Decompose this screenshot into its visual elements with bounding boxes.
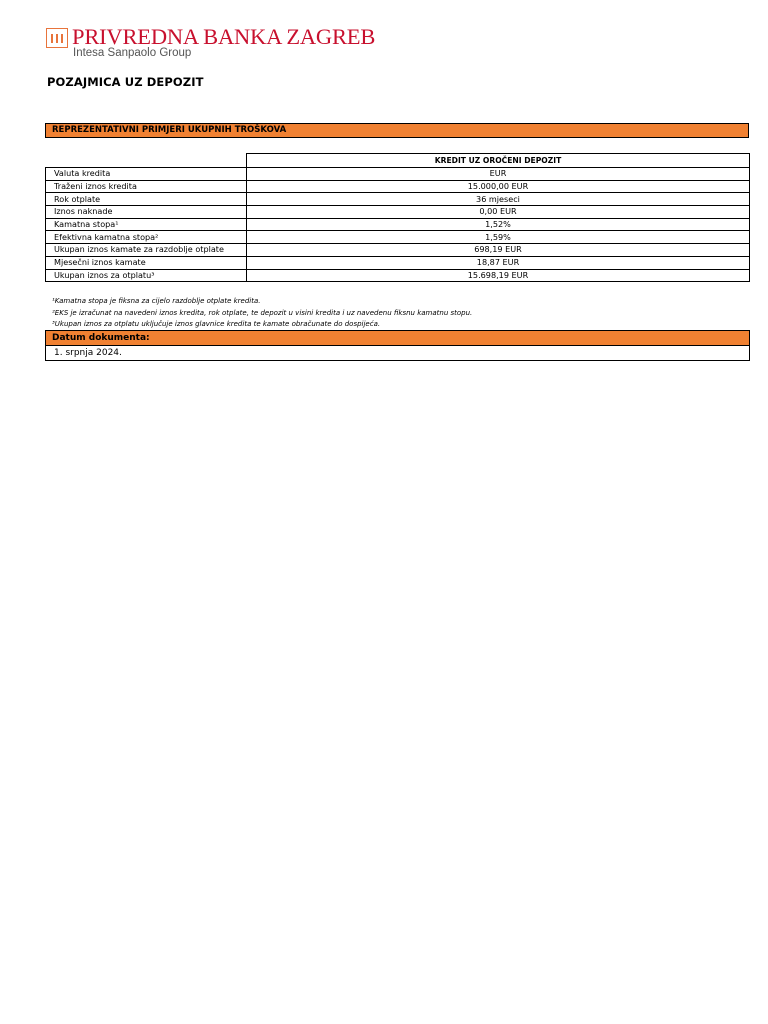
row-value: 0,00 EUR xyxy=(247,206,750,219)
row-value: 15.000,00 EUR xyxy=(247,180,750,193)
row-label: Valuta kredita xyxy=(46,168,247,181)
footnote: ²EKS je izračunat na navedeni iznos kredita, rok otplate, te depozit u visini kredita i uz navedenu fiksnu kamatnu stopu. xyxy=(52,308,473,317)
table-row xyxy=(46,180,750,193)
bank-logo xyxy=(46,26,386,62)
row-value: 36 mjeseci xyxy=(247,193,750,206)
table-header-row xyxy=(46,154,750,168)
row-label: Efektivna kamatna stopa² xyxy=(46,231,247,244)
row-label: Traženi iznos kredita xyxy=(46,180,247,193)
row-value: 15.698,19 EUR xyxy=(247,269,750,282)
row-label: Ukupan iznos za otplatu³ xyxy=(46,269,247,282)
table-row xyxy=(46,168,750,181)
costs-table xyxy=(45,153,750,282)
date-value: 1. srpnja 2024. xyxy=(54,348,122,358)
table-row xyxy=(46,231,750,244)
table-row xyxy=(46,206,750,219)
document-date-box xyxy=(45,330,750,361)
table-row xyxy=(46,244,750,257)
footnote: ¹Kamatna stopa je fiksna za cijelo razdoblje otplate kredita. xyxy=(52,297,261,305)
row-label: Rok otplate xyxy=(46,193,247,206)
row-value: 1,59% xyxy=(247,231,750,244)
table-row xyxy=(46,193,750,206)
row-value: 18,87 EUR xyxy=(247,256,750,269)
row-value: 1,52% xyxy=(247,218,750,231)
pbz-logo-icon xyxy=(46,28,68,48)
footnotes xyxy=(52,296,472,331)
table-row xyxy=(46,218,750,231)
table-header-blank xyxy=(46,154,247,168)
bank-name: PRIVREDNA BANKA ZAGREB xyxy=(72,24,376,49)
row-label: Ukupan iznos kamate za razdoblje otplate xyxy=(46,244,247,257)
row-label: Iznos naknade xyxy=(46,206,247,219)
row-label: Kamatna stopa¹ xyxy=(46,218,247,231)
document-title: POZAJMICA UZ DEPOZIT xyxy=(47,75,204,89)
table-row xyxy=(46,256,750,269)
group-name: Intesa Sanpaolo Group xyxy=(73,47,192,59)
date-label: Datum dokumenta: xyxy=(46,331,749,346)
row-label: Mjesečni iznos kamate xyxy=(46,256,247,269)
section-title: REPREZENTATIVNI PRIMJERI UKUPNIH TROŠKOVA xyxy=(45,123,749,138)
row-value: EUR xyxy=(247,168,750,181)
table-row xyxy=(46,269,750,282)
column-header: KREDIT UZ OROČENI DEPOZIT xyxy=(247,154,750,168)
row-value: 698,19 EUR xyxy=(247,244,750,257)
footnote: ³Ukupan iznos za otplatu uključuje iznos glavnice kredita te kamate obračunate do dospijeća. xyxy=(52,320,381,328)
